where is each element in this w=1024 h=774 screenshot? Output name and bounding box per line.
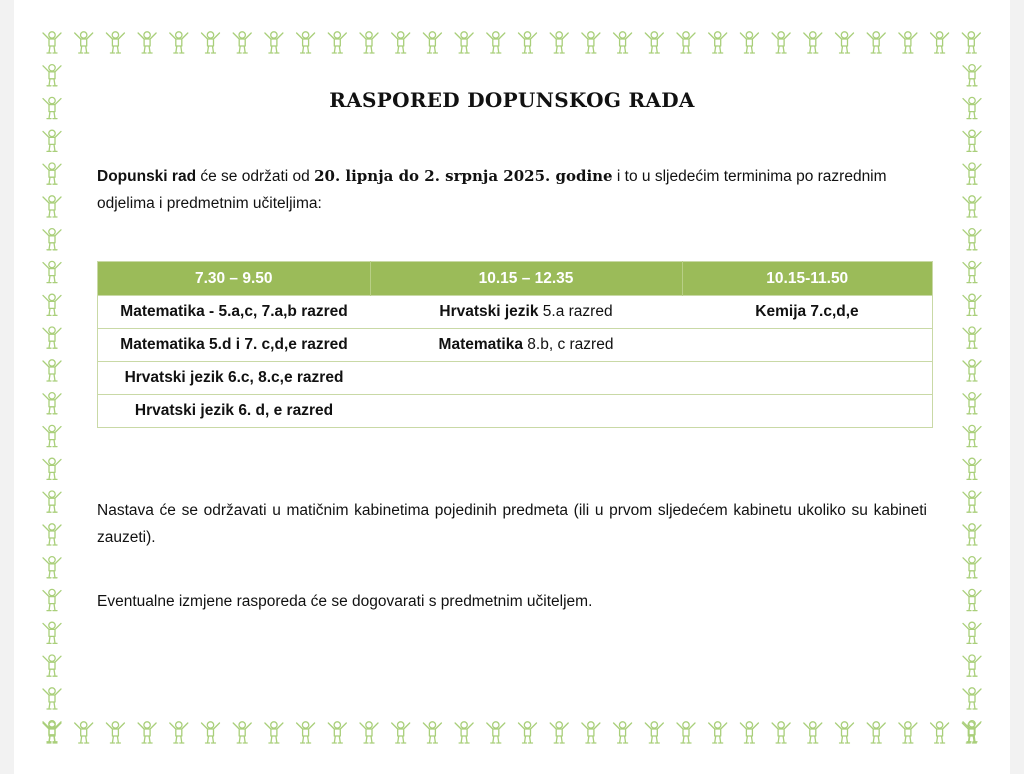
child-figure-icon [963, 688, 981, 709]
table-row [98, 362, 933, 395]
child-figure-icon [867, 32, 885, 53]
child-figure-icon [233, 722, 251, 743]
child-figure-icon [582, 722, 600, 743]
table-row [98, 329, 933, 362]
schedule-table [97, 261, 933, 428]
table-row [98, 296, 933, 329]
child-figure-icon [899, 722, 917, 743]
header-slot-3: 10.15-11.50 [682, 262, 933, 296]
child-figure-icon [170, 32, 188, 53]
cell-slot2 [370, 362, 682, 395]
child-figure-icon [963, 557, 981, 578]
child-figure-icon [360, 32, 378, 53]
child-figure-icon [836, 722, 854, 743]
cell-subject: Hrvatski jezik [439, 303, 539, 320]
child-figure-icon [740, 722, 758, 743]
page-title: RASPORED DOPUNSKOG RADA [329, 88, 695, 112]
cell-slot1: Hrvatski jezik 6. d, e razred [98, 395, 371, 428]
header-slot-2: 10.15 – 12.35 [370, 262, 682, 296]
intro-date-range: 20. lipnja do 2. srpnja 2025. godine [314, 167, 613, 185]
child-figure-icon [43, 130, 61, 151]
child-figure-icon [202, 32, 220, 53]
child-figure-icon [963, 294, 981, 315]
child-figure-icon [836, 32, 854, 53]
child-figure-icon [550, 32, 568, 53]
cell-slot2 [370, 329, 682, 362]
intro-bold-label: Dopunski rad [97, 168, 197, 185]
child-figure-icon [43, 261, 61, 282]
child-figure-icon [804, 32, 822, 53]
child-figure-icon [963, 196, 981, 217]
intro-paragraph [97, 163, 927, 217]
child-figure-icon [963, 130, 981, 151]
child-figure-icon [899, 32, 917, 53]
child-figure-icon [550, 722, 568, 743]
child-figure-icon [867, 722, 885, 743]
child-figure-icon [963, 327, 981, 348]
child-figure-icon [138, 32, 156, 53]
child-figure-icon [963, 425, 981, 446]
cell-slot2 [370, 296, 682, 329]
child-figure-icon [963, 458, 981, 479]
child-figure-icon [106, 32, 124, 53]
child-figure-icon [963, 360, 981, 381]
child-figure-icon [455, 722, 473, 743]
cell-slot3: Kemija 7.c,d,e [682, 296, 933, 329]
cell-slot3 [682, 362, 933, 395]
child-figure-icon [931, 32, 949, 53]
child-figure-icon [614, 722, 632, 743]
child-figure-icon [43, 360, 61, 381]
child-figure-icon [963, 622, 981, 643]
child-figure-icon [170, 722, 188, 743]
child-figure-icon [43, 688, 61, 709]
child-figure-icon [328, 722, 346, 743]
child-figure-icon [645, 32, 663, 53]
child-figure-icon [265, 32, 283, 53]
intro-text-1: će se održati od [196, 168, 315, 185]
child-figure-icon [43, 721, 61, 742]
child-figure-icon [709, 722, 727, 743]
cell-slot1: Hrvatski jezik 6.c, 8.c,e razred [98, 362, 371, 395]
child-figure-icon [963, 393, 981, 414]
cell-slot1: Matematika 5.d i 7. c,d,e razred [98, 329, 371, 362]
child-figure-icon [931, 722, 949, 743]
child-figure-icon [487, 32, 505, 53]
child-figure-icon [645, 722, 663, 743]
child-figure-icon [677, 722, 695, 743]
cell-class: 5.a razred [538, 303, 613, 320]
child-figure-icon [423, 722, 441, 743]
child-figure-icon [297, 722, 315, 743]
child-figure-icon [75, 32, 93, 53]
cell-class: 8.b, c razred [522, 336, 614, 353]
child-figure-icon [963, 229, 981, 250]
child-figure-icon [519, 722, 537, 743]
child-figure-icon [423, 32, 441, 53]
child-figure-icon [43, 557, 61, 578]
child-figure-icon [43, 327, 61, 348]
child-figure-icon [43, 524, 61, 545]
cell-subject: Matematika [438, 336, 523, 353]
child-figure-icon [487, 722, 505, 743]
child-figure-icon [43, 655, 61, 676]
header-slot-1: 7.30 – 9.50 [98, 262, 371, 296]
child-figure-icon [202, 722, 220, 743]
cell-slot2 [370, 395, 682, 428]
child-figure-icon [138, 722, 156, 743]
child-figure-icon [297, 32, 315, 53]
child-figure-icon [265, 722, 283, 743]
child-figure-icon [43, 393, 61, 414]
child-figure-icon [43, 196, 61, 217]
child-figure-icon [740, 32, 758, 53]
child-figure-icon [43, 65, 61, 86]
child-figure-icon [392, 722, 410, 743]
child-figure-icon [106, 722, 124, 743]
child-figure-icon [804, 722, 822, 743]
changes-note: Eventualne izmjene rasporeda će se dogovarati s predmetnim učiteljem. [97, 593, 593, 610]
child-figure-icon [582, 32, 600, 53]
child-figure-icon [963, 491, 981, 512]
child-figure-icon [233, 32, 251, 53]
table-row [98, 395, 933, 428]
child-figure-icon [772, 722, 790, 743]
child-figure-icon [963, 261, 981, 282]
child-figure-icon [962, 32, 980, 53]
classroom-note: Nastava će se održavati u matičnim kabinetima pojedinih predmeta (ili u prvom sljedećem kabinetu ukoliko su kabineti zauzeti). [97, 502, 927, 546]
child-figure-icon [43, 32, 61, 53]
child-figure-icon [328, 32, 346, 53]
child-figure-icon [677, 32, 695, 53]
child-figure-icon [963, 524, 981, 545]
child-figure-icon [360, 722, 378, 743]
cell-slot3 [682, 395, 933, 428]
child-figure-icon [963, 655, 981, 676]
intro-text-2: i to u sljedećim terminima po razrednim odjelima i predmetnim učiteljima: [97, 168, 887, 212]
child-figure-icon [43, 491, 61, 512]
child-figure-icon [455, 32, 473, 53]
child-figure-icon [709, 32, 727, 53]
child-figure-icon [43, 294, 61, 315]
child-figure-icon [519, 32, 537, 53]
child-figure-icon [43, 229, 61, 250]
child-figure-icon [963, 65, 981, 86]
child-figure-icon [963, 721, 981, 742]
child-figure-icon [963, 163, 981, 184]
child-figure-icon [392, 32, 410, 53]
child-figure-icon [75, 722, 93, 743]
cell-slot1: Matematika - 5.a,c, 7.a,b razred [98, 296, 371, 329]
child-figure-icon [43, 622, 61, 643]
child-figure-icon [614, 32, 632, 53]
child-figure-icon [43, 425, 61, 446]
table-header-row [98, 262, 933, 296]
child-figure-icon [43, 458, 61, 479]
cell-slot3 [682, 329, 933, 362]
child-figure-icon [772, 32, 790, 53]
child-figure-icon [43, 163, 61, 184]
child-figure-icon [43, 589, 61, 610]
child-figure-icon [963, 589, 981, 610]
